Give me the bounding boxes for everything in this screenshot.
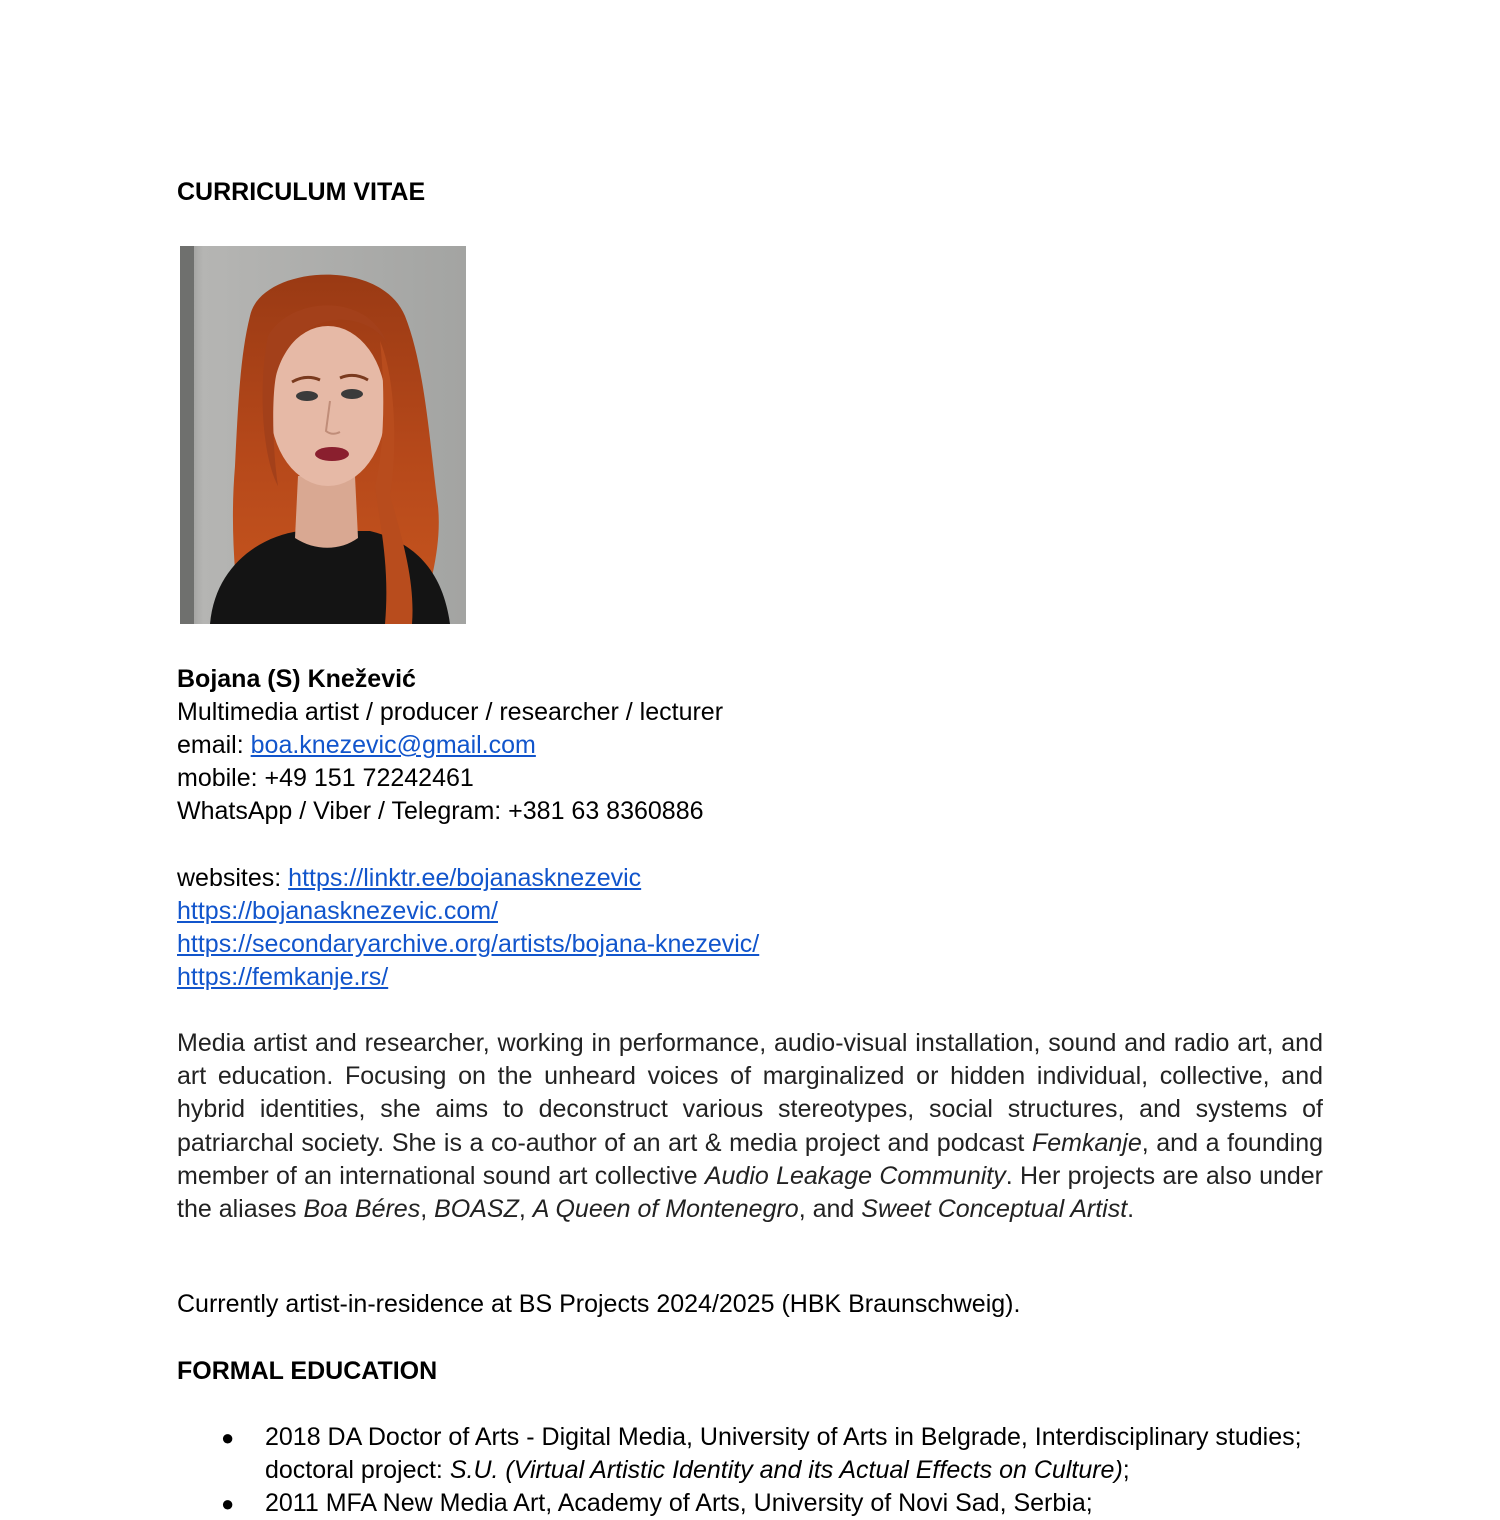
bullet-icon: ● — [221, 1491, 235, 1516]
websites-block — [177, 862, 1323, 994]
education-item-text: 2018 DA Doctor of Arts - Digital Media, University of Arts in Belgrade, Interdisciplinary studies; doctoral project: — [265, 1423, 1302, 1484]
bio-paragraph — [177, 1027, 1323, 1226]
bio-sep-3: , and — [798, 1195, 862, 1224]
bio-collective: Audio Leakage Community — [704, 1161, 1006, 1190]
bio-femkanje: Femkanje — [1031, 1128, 1142, 1157]
bio-alias-2: BOASZ — [434, 1195, 519, 1224]
bio-sep-2: , — [518, 1195, 533, 1224]
list-item — [177, 1487, 1323, 1520]
bio-alias-3: A Queen of Montenegro — [532, 1195, 799, 1224]
mobile-line: mobile: +49 151 72242461 — [177, 764, 474, 792]
residency-line: Currently artist-in-residence at BS Projects 2024/2025 (HBK Braunschweig). — [177, 1290, 1021, 1318]
education-list — [177, 1421, 1323, 1520]
websites-label: websites: — [177, 864, 289, 892]
contact-block — [177, 663, 1323, 828]
bio-alias-4: Sweet Conceptual Artist — [861, 1195, 1128, 1224]
messenger-line: WhatsApp / Viber / Telegram: +381 63 8360886 — [177, 797, 704, 825]
bio-alias-1: Boa Béres — [303, 1195, 421, 1224]
bio-text-1: Media artist and researcher, working in performance, audio-visual installation, sound and radio art, and art education. Focusing on the unheard voices of marginalized or hidden individual, collective, and hybrid identities, she aims to deconstruct various stereotypes, social structures, and systems of patriarchal society. She is a co-author of an art & media project and podcast — [177, 1029, 1323, 1157]
list-item — [177, 1421, 1323, 1487]
person-name: Bojana (S) Knežević — [177, 665, 416, 693]
bio-text-3: . Her projects are also under the aliases — [177, 1161, 1324, 1224]
portrait-photo — [180, 246, 466, 624]
bio-end: . — [1127, 1195, 1135, 1224]
education-heading: FORMAL EDUCATION — [177, 1357, 438, 1385]
email-link[interactable]: boa.knezevic@gmail.com — [250, 731, 536, 759]
email-label: email: — [177, 731, 251, 759]
education-item-text: 2011 MFA New Media Art, Academy of Arts, University of Novi Sad, Serbia; — [265, 1489, 1093, 1517]
bio-text-2: , and a founding member of an international sound art collective — [177, 1128, 1323, 1190]
bio-sep-1: , — [420, 1195, 435, 1224]
email-line — [177, 729, 1323, 762]
portrait-illustration — [180, 246, 466, 624]
websites-line-first — [177, 862, 1323, 895]
education-item-italic: S.U. (Virtual Artistic Identity and its Actual Effects on Culture) — [449, 1456, 1123, 1484]
website-link-femkanje[interactable]: https://femkanje.rs/ — [177, 963, 389, 991]
person-role: Multimedia artist / producer / researcher / lecturer — [177, 698, 724, 726]
website-link-personal[interactable]: https://bojanasknezevic.com/ — [177, 897, 498, 925]
website-link-secondary-archive[interactable]: https://secondaryarchive.org/artists/bojana-knezevic/ — [177, 930, 760, 958]
page-title: CURRICULUM VITAE — [177, 178, 426, 206]
website-link-linktree[interactable]: https://linktr.ee/bojanasknezevic — [288, 864, 642, 892]
cv-page — [177, 0, 1324, 1517]
education-item-tail: ; — [1122, 1456, 1130, 1484]
bullet-icon: ● — [221, 1425, 235, 1450]
